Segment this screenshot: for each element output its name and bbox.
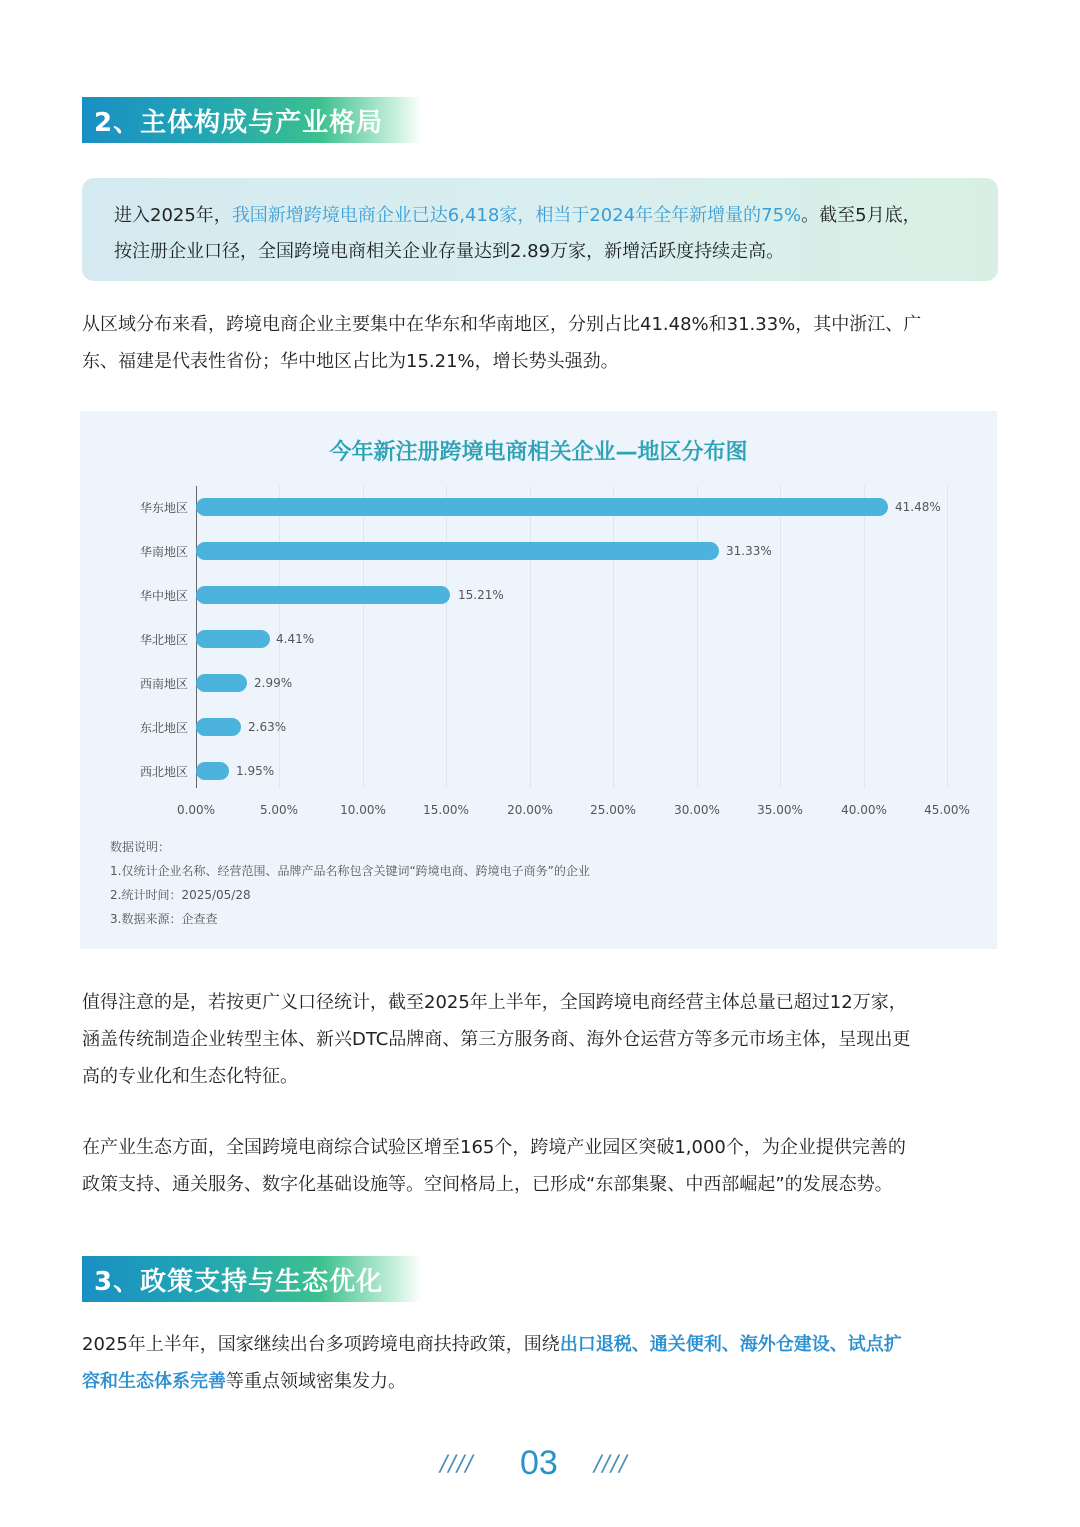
region-bar-chart: [80, 411, 997, 949]
x-tick-label: 20.00%: [507, 803, 553, 817]
paragraph-line: 从区域分布来看，跨境电商企业主要集中在华东和华南地区，分别占比41.48%和31.33%，其中浙江、广: [82, 314, 922, 335]
category-label: 西北地区: [139, 765, 188, 779]
page-footer: [0, 1444, 1080, 1490]
notes-item: 2.统计时间：2025/05/28: [110, 888, 251, 902]
policy-highlight: 容和生态体系完善: [82, 1371, 226, 1392]
value-label: 31.33%: [726, 544, 772, 558]
gridline: [446, 486, 447, 788]
paragraph-line: 高的专业化和生态化特征。: [82, 1066, 298, 1087]
paragraph-broader-count: [82, 984, 1002, 1095]
chart-notes: [110, 835, 590, 931]
bar-xinan: [196, 674, 247, 692]
category-label: 华北地区: [139, 633, 188, 647]
gridline: [363, 486, 364, 788]
callout-line-2: 按注册企业口径，全国跨境电商相关企业存量达到2.89万家，新增活跃度持续走高。: [114, 241, 785, 262]
section-3-heading: [82, 1256, 422, 1302]
gridline: [780, 486, 781, 788]
page-number: 03: [520, 1444, 558, 1482]
category-label: 东北地区: [139, 721, 188, 735]
x-tick-label: 10.00%: [340, 803, 386, 817]
paragraph-regional: [82, 306, 1002, 380]
bar-huadong: [196, 498, 888, 516]
section-3-title: 3、政策支持与生态优化: [94, 1266, 384, 1297]
gridline: [947, 486, 948, 788]
paragraph-text: 等重点领域密集发力。: [226, 1371, 406, 1392]
highlight-callout: [82, 178, 998, 281]
callout-text: 。截至5月底，: [801, 205, 921, 226]
notes-item: 3.数据来源：企查查: [110, 912, 218, 926]
value-label: 4.41%: [276, 632, 315, 646]
callout-highlight: 我国新增跨境电商企业已达6,418家，相当于2024年全年新增量的75%: [231, 205, 802, 226]
value-label: 2.63%: [248, 720, 287, 734]
paragraph-line: [82, 1326, 1002, 1363]
gridline: [697, 486, 698, 788]
bar-dongbei: [196, 718, 241, 736]
gridline: [530, 486, 531, 788]
callout-line-1: [114, 198, 998, 234]
policy-highlight: 出口退税、通关便利、海外仓建设、试点扩: [559, 1334, 902, 1355]
paragraph-industry-ecology: [82, 1129, 1002, 1203]
bar-huabei: [196, 630, 270, 648]
category-label: 西南地区: [139, 677, 188, 691]
x-tick-label: 35.00%: [757, 803, 803, 817]
paragraph-policy: [82, 1326, 1002, 1400]
paragraph-line: 值得注意的是，若按更广义口径统计，截至2025年上半年，全国跨境电商经营主体总量已超过12万家，: [82, 992, 907, 1013]
chart-title: 今年新注册跨境电商相关企业—地区分布图: [329, 440, 748, 465]
gridline: [864, 486, 865, 788]
slash-decoration-left: ////: [440, 1452, 474, 1477]
section-2-title: 2、主体构成与产业格局: [94, 107, 384, 138]
category-label: 华中地区: [139, 589, 188, 603]
x-tick-label: 30.00%: [674, 803, 720, 817]
paragraph-line: 在产业生态方面，全国跨境电商综合试验区增至165个，跨境产业园区突破1,000个，为企业提供完善的: [82, 1137, 906, 1158]
x-tick-label: 40.00%: [841, 803, 887, 817]
paragraph-text: 2025年上半年，国家继续出台多项跨境电商扶持政策，围绕: [82, 1334, 560, 1355]
x-tick-label: 25.00%: [590, 803, 636, 817]
section-2-heading: [82, 97, 422, 143]
value-label: 1.95%: [236, 764, 275, 778]
notes-item: 1.仅统计企业名称、经营范围、品牌产品名称包含关键词“跨境电商、跨境电子商务”的企业: [110, 864, 590, 878]
category-label: 华南地区: [139, 545, 188, 559]
slash-decoration-right: ////: [594, 1452, 628, 1477]
bar-huanan: [196, 542, 719, 560]
bar-huazhong: [196, 586, 450, 604]
paragraph-line: [82, 1363, 1002, 1400]
bar-xibei: [196, 762, 229, 780]
value-label: 2.99%: [254, 676, 293, 690]
x-tick-label: 5.00%: [259, 803, 299, 817]
paragraph-line: 涵盖传统制造企业转型主体、新兴DTC品牌商、第三方服务商、海外仓运营方等多元市场主体，呈现出更: [82, 1029, 911, 1050]
callout-text: 进入2025年，: [114, 205, 232, 226]
x-tick-label: 0.00%: [176, 803, 216, 817]
notes-title: 数据说明：: [110, 840, 171, 854]
paragraph-line: 东、福建是代表性省份；华中地区占比为15.21%，增长势头强劲。: [82, 351, 619, 372]
value-label: 41.48%: [895, 500, 941, 514]
x-tick-label: 15.00%: [423, 803, 469, 817]
paragraph-line: 政策支持、通关服务、数字化基础设施等。空间格局上，已形成“东部集聚、中西部崛起”的发展态势。: [82, 1174, 893, 1195]
x-tick-label: 45.00%: [924, 803, 970, 817]
category-label: 华东地区: [139, 501, 188, 515]
gridline: [613, 486, 614, 788]
value-label: 15.21%: [458, 588, 504, 602]
